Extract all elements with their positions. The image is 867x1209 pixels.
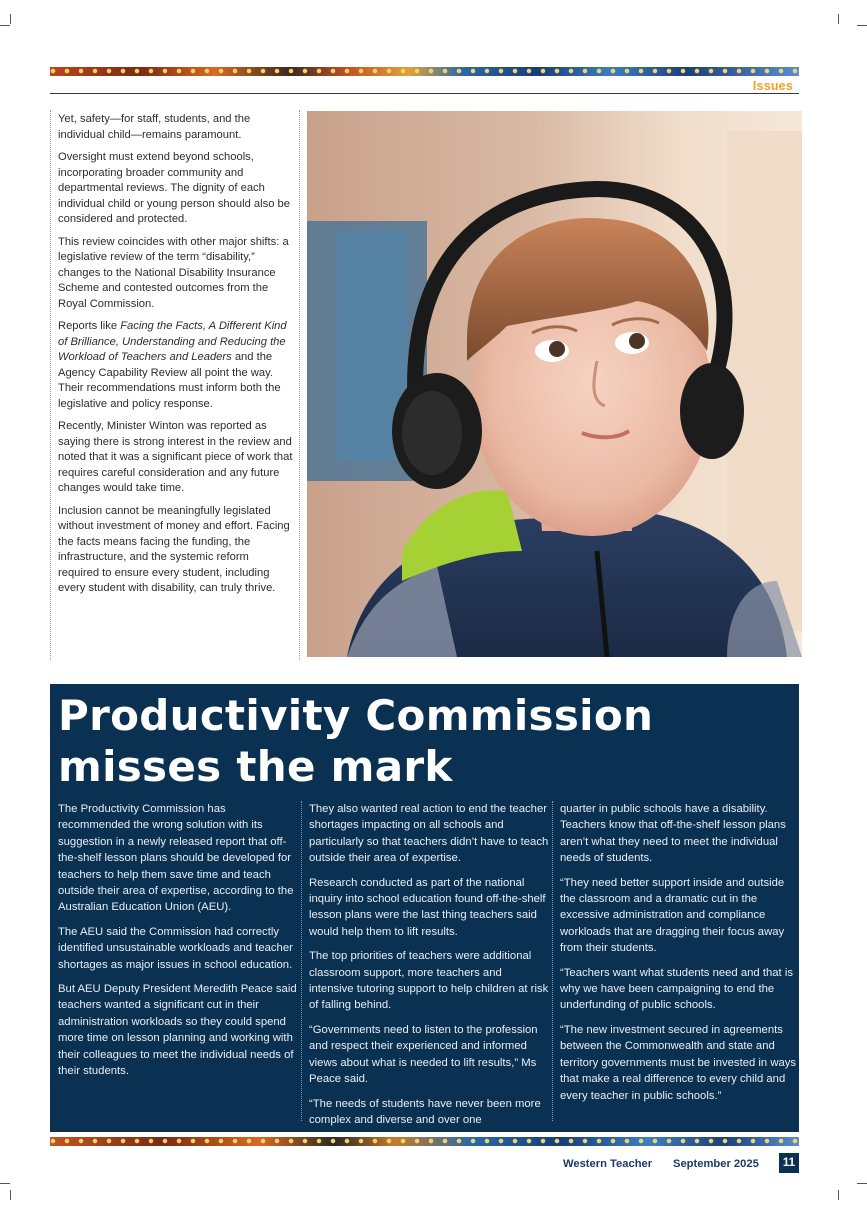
- crop-mark: [10, 1190, 11, 1200]
- paragraph: Inclusion cannot be meaningfully legislated without investment of money and effort. Facing the facts means facing the funding, the infrastructure, and the systemic reform required to ensure every student, including every student with disability, can truly thrive.: [58, 504, 290, 594]
- paragraph: Research conducted as part of the national inquiry into school education found off-the-shelf lesson plans were the last thing teachers said would help them to lift results.: [309, 876, 546, 938]
- paragraph: Oversight must extend beyond schools, incorporating broader community and departmental reviews. The dignity of each individual child or young person should also be considered and protected.: [58, 151, 290, 225]
- paragraph: quarter in public schools have a disability. Teachers know that off-the-shelf lesson plans aren’t what they need to meet the individual needs of students.: [560, 803, 786, 865]
- paragraph: Yet, safety—for staff, students, and the individual child—remains paramount.: [58, 113, 251, 141]
- paragraph: “The needs of students have never been more complex and diverse and over one: [309, 1097, 541, 1126]
- footer-date: September 2025: [673, 1158, 759, 1170]
- section-label: Issues: [752, 79, 793, 93]
- crop-mark: [0, 1183, 10, 1184]
- feature-title-line: Productivity Commission: [58, 691, 654, 740]
- crop-mark: [838, 1190, 839, 1200]
- paragraph: “Governments need to listen to the profession and respect their experienced and informed views about what is needed to lift results,” Ms Peace said.: [309, 1023, 538, 1086]
- crop-mark: [838, 14, 839, 24]
- feature-title-line: misses the mark: [58, 742, 453, 791]
- feature-column-1: [58, 801, 298, 1088]
- reports-titles: Facing the Facts, A Different Kind of Brilliance, Understanding and Reducing the Workload of Teachers and Leaders: [58, 320, 287, 363]
- paragraph: This review coincides with other major shifts: a legislative review of the term “disability,” changes to the National Disability Insurance Scheme and contested outcomes from the Royal Commission.: [58, 235, 289, 310]
- photo-illustration: [307, 111, 802, 657]
- crop-mark: [857, 1183, 867, 1184]
- photo-child-headphones: [307, 111, 802, 657]
- paragraph: The AEU said the Commission had correctly identified unsustainable workloads and teacher shortages as major issues in school education.: [58, 925, 293, 971]
- paragraph: They also wanted real action to end the teacher shortages impacting on all schools and particularly so that teachers didn’t have to teach outside their area of expertise.: [309, 803, 549, 865]
- paragraph: The Productivity Commission has recommended the wrong solution with its suggestion in a newly released report that off-the-shelf lesson plans should be developed for teachers to help them save time and teach outside their area of expertise, according to the Australian Education Union (AEU).: [58, 803, 294, 914]
- paragraph-reports: [58, 319, 293, 412]
- decorative-band-top: [50, 67, 799, 76]
- paragraph: The top priorities of teachers were additional classroom support, more teachers and intensive tutoring support to help children at risk of falling behind.: [309, 950, 549, 1012]
- feature-column-2: [301, 801, 549, 1126]
- paragraph: Recently, Minister Winton was reported as saying there is strong interest in the review and noted that it was a significant piece of work that requires careful consideration and any future changes would take time.: [58, 420, 293, 494]
- paragraph: “Teachers want what students need and that is why we have been campaigning to end the underfunding of public schools.: [560, 966, 793, 1012]
- feature-title: [58, 690, 758, 792]
- crop-mark: [10, 14, 11, 24]
- page-number: 11: [779, 1153, 799, 1173]
- reports-lead: Reports like: [58, 320, 121, 332]
- reports-tail: and the Agency Capability Review all point the way. Their recommendations must inform both the legislative and policy response.: [58, 351, 281, 410]
- footer-publication: Western Teacher: [563, 1158, 653, 1170]
- feature-column-3: [552, 801, 800, 1121]
- decorative-band-bottom: [50, 1137, 799, 1146]
- crop-mark: [0, 25, 10, 26]
- left-column: [50, 110, 300, 660]
- paragraph: “They need better support inside and outside the classroom and a dramatic cut in the excessive administration and compliance workloads that are dragging their focus away from their students.: [560, 876, 785, 955]
- crop-mark: [857, 25, 867, 26]
- header-rule: [50, 93, 799, 94]
- paragraph: “The new investment secured in agreements between the Commonwealth and state and territory governments must be invested in ways that make a real difference to every child and every teacher in public schools.”: [560, 1023, 797, 1102]
- paragraph: But AEU Deputy President Meredith Peace said teachers wanted a significant cut in their administration workloads so they could spend more time on lesson planning and working with their colleagues to meet the individual needs of their students.: [58, 983, 297, 1078]
